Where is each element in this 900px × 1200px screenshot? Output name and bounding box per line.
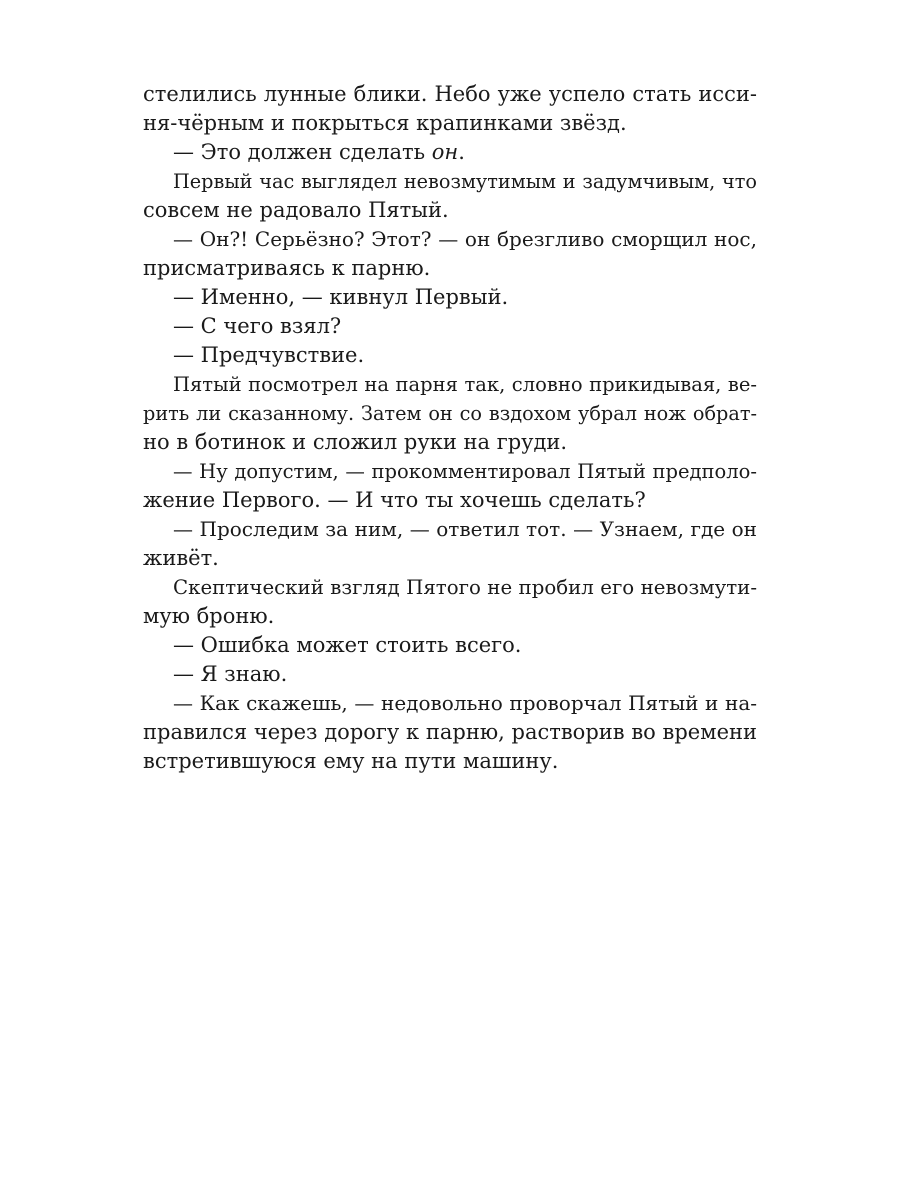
italic-word: он (431, 140, 459, 164)
text-span: . (458, 140, 465, 164)
text-line: — Ошибка может стоить всего. (173, 633, 522, 657)
text-line: стелились лунные блики. Небо уже успело стать исси- (143, 82, 757, 106)
text-line (143, 138, 757, 167)
text-line: ня-чёрным и покрыться крапинками звёзд. (143, 111, 627, 135)
text-line: Скептический взгляд Пятого не пробил его невозмути- (173, 576, 757, 599)
text-line: совсем не радовало Пятый. (143, 198, 449, 222)
text-line: — Я знаю. (173, 662, 288, 686)
text-line: Первый час выглядел невозмутимым и задумчивым, что (173, 170, 757, 193)
text-line: — Ну допустим, — прокомментировал Пятый предполо- (173, 460, 757, 483)
text-line: — С чего взял? (173, 314, 342, 338)
text-line: присматриваясь к парню. (143, 256, 431, 280)
text-line: — Как скажешь, — недовольно проворчал Пятый и на- (173, 691, 757, 715)
text-line: рить ли сказанному. Затем он со вздохом убрал нож обрат- (143, 402, 757, 425)
text-line: Пятый посмотрел на парня так, словно прикидывая, ве- (173, 373, 757, 396)
text-line: живёт. (143, 546, 219, 570)
text-line: жение Первого. — И что ты хочешь сделать? (143, 488, 646, 512)
text-line: — Именно, — кивнул Первый. (173, 285, 509, 309)
text-span: — Это должен сделать (173, 140, 426, 164)
text-line: — Проследим за ним, — ответил тот. — Узнаем, где он (173, 517, 757, 541)
text-line: но в ботинок и сложил руки на груди. (143, 430, 568, 454)
text-line: правился через дорогу к парню, растворив во времени (143, 720, 757, 744)
text-line: мую броню. (143, 604, 275, 628)
page-text (143, 80, 757, 776)
text-line: встретившуюся ему на пути машину. (143, 749, 559, 773)
text-line: — Он?! Серьёзно? Этот? — он брезгливо сморщил нос, (173, 227, 757, 251)
text-line: — Предчувствие. (173, 343, 365, 367)
